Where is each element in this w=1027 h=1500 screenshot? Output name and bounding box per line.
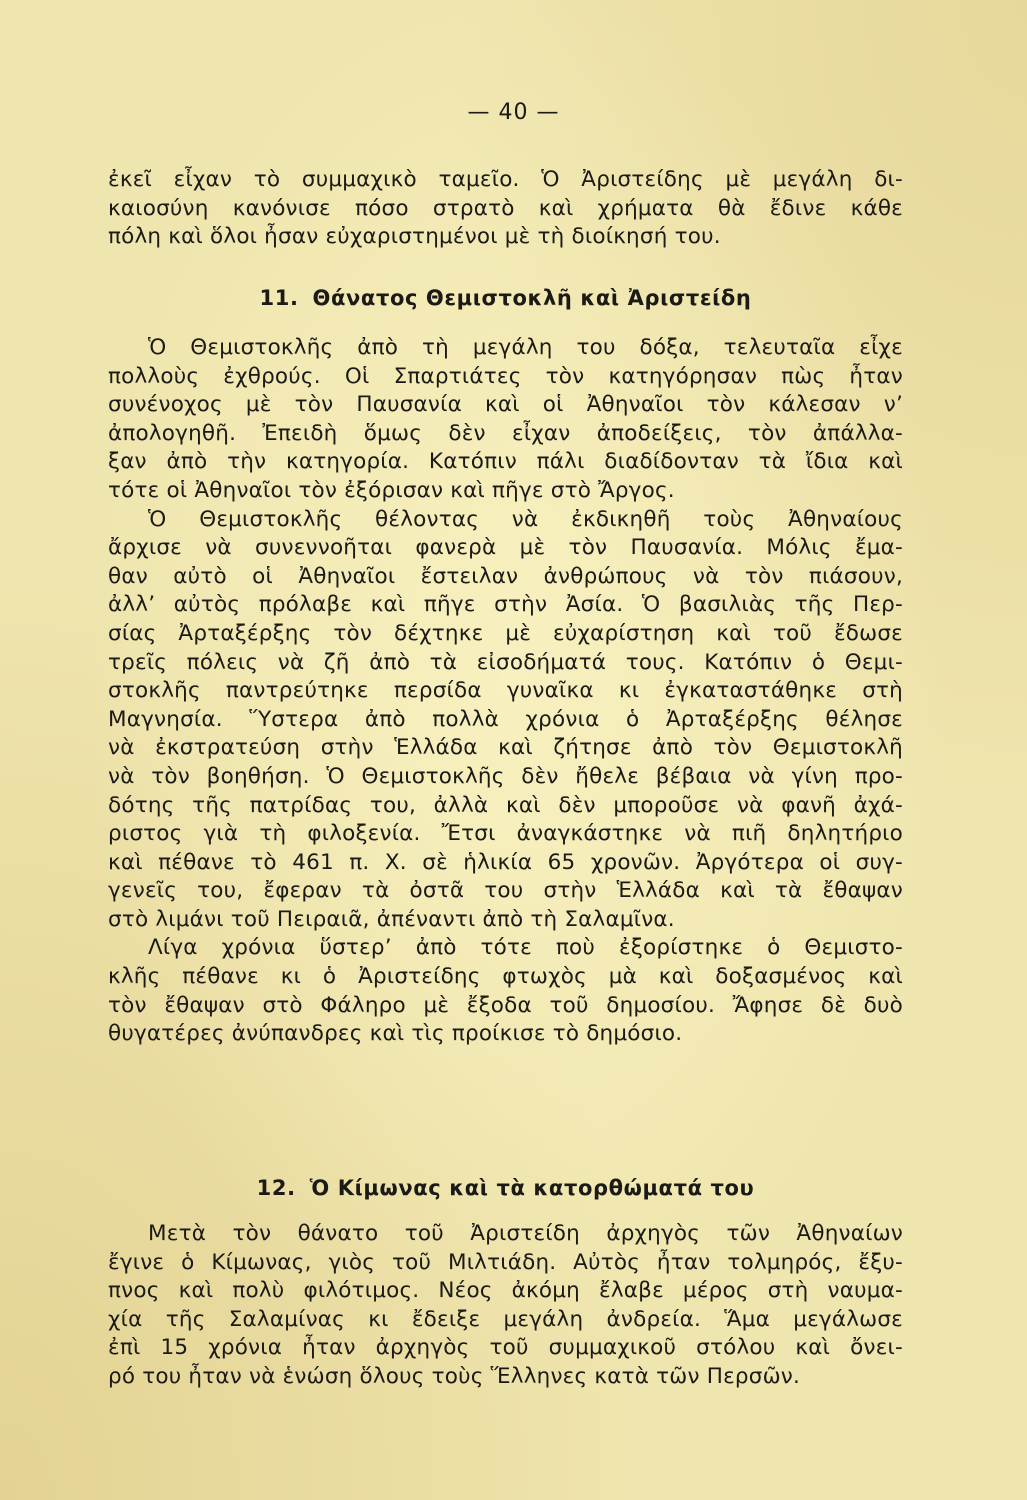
text-line: Ὁ Θεμιστοκλῆς ἀπὸ τὴ μεγάλη του δόξα, τελευταῖα εἶχε: [148, 335, 903, 360]
text-line: ἀπολογηθῆ. Ἐπειδὴ ὅμως δὲν εἶχαν ἀποδείξεις, τὸν ἀπάλλα-: [108, 420, 903, 446]
text-line: ἔγινε ὁ Κίμωνας, γιὸς τοῦ Μιλτιάδη. Αὐτὸς ἦταν τολμηρός, ἔξυ-: [108, 1249, 903, 1275]
text-line: καιοσύνη κανόνισε πόσο στρατὸ καὶ χρήματα θὰ ἔδινε κάθε: [108, 195, 903, 221]
text-line: ἐκεῖ εἶχαν τὸ συμμαχικὸ ταμεῖο. Ὁ Ἀριστείδης μὲ μεγάλη δι-: [108, 167, 903, 192]
text-line: ξαν ἀπὸ τὴν κατηγορία. Κατόπιν πάλι διαδίδονταν τὰ ἴδια καὶ: [108, 449, 903, 475]
intro-paragraph: [108, 166, 903, 252]
text-line: τότε οἱ Ἀθηναῖοι τὸν ἐξόρισαν καὶ πῆγε στὸ Ἄργος.: [108, 477, 675, 503]
text-line: ρό του ἦταν νὰ ἑνώση ὅλους τοὺς Ἕλληνες κατὰ τῶν Περσῶν.: [108, 1363, 801, 1389]
text-line: Μετὰ τὸν θάνατο τοῦ Ἀριστείδη ἀρχηγὸς τῶν Ἀθηναίων: [148, 1221, 903, 1246]
text-line: τὸν ἔθαψαν στὸ Φάληρο μὲ ἔξοδα τοῦ δημοσίου. Ἄφησε δὲ δυὸ: [108, 992, 903, 1018]
text-line: Μαγνησία. Ὕστερα ἀπὸ πολλὰ χρόνια ὁ Ἀρταξέρξης θέλησε: [108, 706, 903, 732]
text-line: ἐπὶ 15 χρόνια ἦταν ἀρχηγὸς τοῦ συμμαχικοῦ στόλου καὶ ὄνει-: [108, 1335, 903, 1361]
text-line: ριστος γιὰ τὴ φιλοξενία. Ἔτσι ἀναγκάστηκε νὰ πιῆ δηλητήριο: [108, 821, 903, 847]
text-line: Ὁ Θεμιστοκλῆς θέλοντας νὰ ἐκδικηθῆ τοὺς Ἀθηναίους: [148, 506, 903, 532]
text-line: σίας Ἀρταξέρξης τὸν δέχτηκε μὲ εὐχαρίστηση καὶ τοῦ ἔδωσε: [108, 620, 903, 646]
section-12-number: 12.: [256, 1176, 296, 1200]
text-line: νὰ τὸν βοηθήση. Ὁ Θεμιστοκλῆς δὲν ἤθελε βέβαια νὰ γίνη προ-: [108, 763, 903, 789]
text-line: καὶ πέθανε τὸ 461 π. Χ. σὲ ἡλικία 65 χρονῶν. Ἀργότερα οἱ συγ-: [108, 849, 903, 875]
section-12-heading: [108, 1176, 903, 1200]
text-line: Λίγα χρόνια ὕστερ’ ἀπὸ τότε ποὺ ἐξορίστηκε ὁ Θεμιστο-: [148, 935, 903, 961]
text-line: θαν αὐτὸ οἱ Ἀθηναῖοι ἔστειλαν ἀνθρώπους νὰ τὸν πιάσουν,: [108, 563, 903, 589]
text-line: πολλοὺς ἐχθρούς. Οἱ Σπαρτιάτες τὸν κατηγόρησαν πὼς ἦταν: [108, 363, 903, 389]
text-line: κλῆς πέθανε κι ὁ Ἀριστείδης φτωχὸς μὰ καὶ δοξασμένος καὶ: [108, 964, 903, 990]
section-12-body: [108, 1220, 903, 1392]
text-line: ἄρχισε νὰ συνεννοῆται φανερὰ μὲ τὸν Παυσανία. Μόλις ἔμα-: [108, 535, 903, 561]
text-line: δότης τῆς πατρίδας του, ἀλλὰ καὶ δὲν μποροῦσε νὰ φανῆ ἀχά-: [108, 792, 903, 818]
section-11-number: 11.: [259, 286, 299, 310]
text-line: πνος καὶ πολὺ φιλότιμος. Νέος ἀκόμη ἔλαβε μέρος στὴ ναυμα-: [108, 1278, 903, 1304]
text-line: ἀλλ’ αὐτὸς πρόλαβε καὶ πῆγε στὴν Ἀσία. Ὁ βασιλιὰς τῆς Περ-: [108, 592, 903, 618]
text-line: στὸ λιμάνι τοῦ Πειραιᾶ, ἀπέναντι ἀπὸ τὴ Σαλαμῖνα.: [108, 906, 675, 932]
text-line: νὰ ἐκστρατεύση στὴν Ἑλλάδα καὶ ζήτησε ἀπὸ τὸν Θεμιστοκλῆ: [108, 735, 903, 761]
page-number: — 40 —: [467, 100, 560, 125]
section-12-title: Ὁ Κίμωνας καὶ τὰ κατορθώματά του: [309, 1176, 755, 1200]
text-line: συνένοχος μὲ τὸν Παυσανία καὶ οἱ Ἀθηναῖοι τὸν κάλεσαν ν’: [108, 392, 903, 418]
text-line: τρεῖς πόλεις νὰ ζῆ ἀπὸ τὰ εἰσοδήματά τους. Κατόπιν ὁ Θεμι-: [108, 649, 903, 675]
text-line: στοκλῆς παντρεύτηκε περσίδα γυναῖκα κι ἐγκαταστάθηκε στὴ: [108, 678, 903, 704]
section-11-title: Θάνατος Θεμιστοκλῆ καὶ Ἀριστείδη: [312, 286, 752, 310]
section-11-body: [108, 334, 903, 1049]
text-line: θυγατέρες ἀνύπανδρες καὶ τὶς προίκισε τὸ δημόσιο.: [108, 1021, 683, 1047]
text-line: γενεῖς του, ἔφεραν τὰ ὀστᾶ του στὴν Ἑλλάδα καὶ τὰ ἔθαψαν: [108, 878, 903, 904]
text-line: πόλη καὶ ὅλοι ἦσαν εὐχαριστημένοι μὲ τὴ διοίκησή του.: [108, 224, 721, 250]
section-11-heading: [108, 286, 903, 310]
text-line: χία τῆς Σαλαμίνας κι ἔδειξε μεγάλη ἀνδρεία. Ἅμα μεγάλωσε: [108, 1306, 903, 1332]
